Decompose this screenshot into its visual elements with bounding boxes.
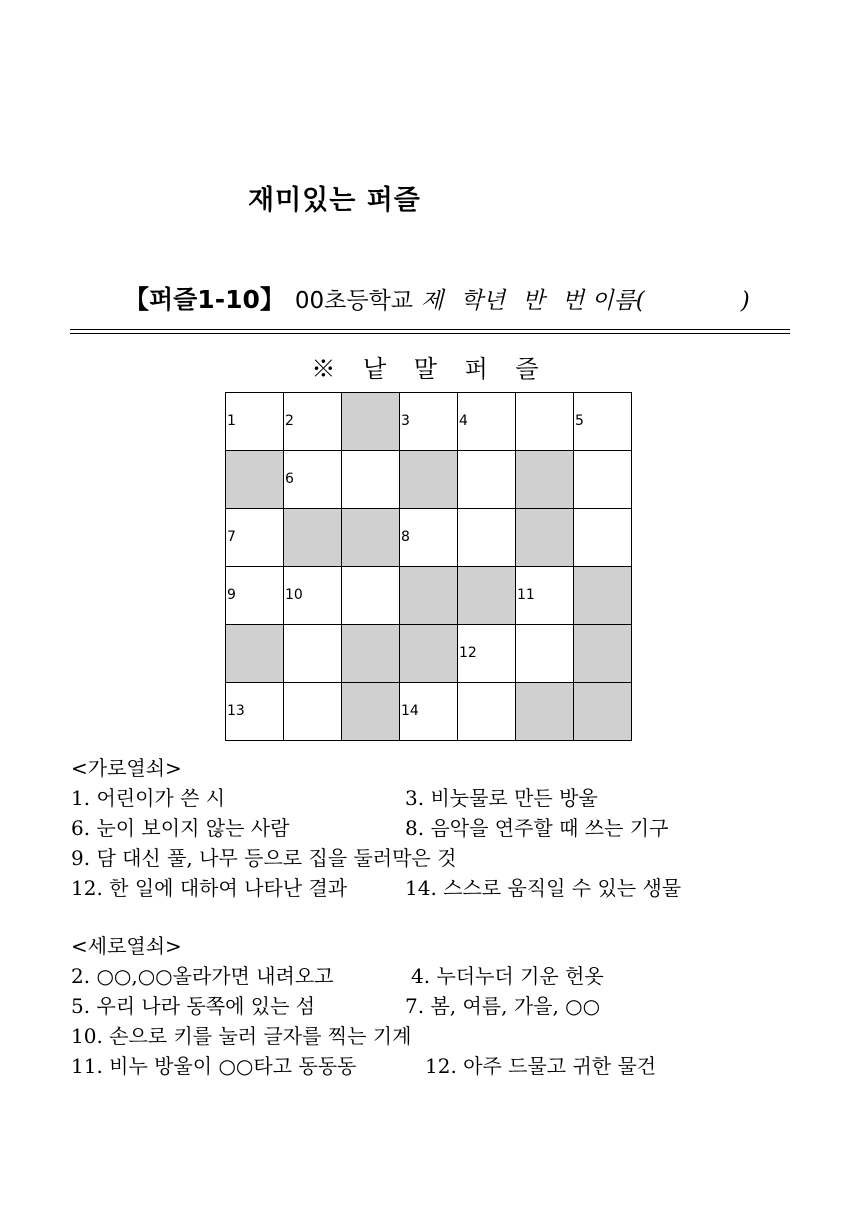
grid-cell[interactable] [400, 509, 458, 567]
grid-cell[interactable] [284, 567, 342, 625]
grid-cell[interactable] [516, 567, 574, 625]
cell-number: 4 [459, 413, 468, 429]
grid-row [226, 625, 632, 683]
grid-cell[interactable] [284, 393, 342, 451]
grid-cell[interactable] [342, 567, 400, 625]
grid-cell[interactable] [458, 393, 516, 451]
cell-number: 14 [401, 703, 419, 719]
across-row [71, 783, 598, 813]
grid-row [226, 393, 632, 451]
down-clue: 5. 우리 나라 동쪽에 있는 섬 [71, 994, 316, 1018]
grid-cell[interactable] [574, 451, 632, 509]
across-row [71, 843, 457, 873]
across-clue: 14. 스스로 움직일 수 있는 생물 [405, 876, 682, 900]
grid-cell-blocked [574, 567, 632, 625]
grid-cell-blocked [516, 683, 574, 741]
grid-cell-blocked [400, 451, 458, 509]
across-clue: 6. 눈이 보이지 않는 사람 [71, 816, 290, 840]
down-clue: 4. 누더누더 기운 헌옷 [411, 964, 604, 988]
cell-number: 1 [227, 413, 236, 429]
down-clue: 2. ○○,○○올라가면 내려오고 [71, 964, 334, 988]
grid-cell[interactable] [226, 567, 284, 625]
grid-cell[interactable] [458, 625, 516, 683]
grid-cell-blocked [342, 509, 400, 567]
double-rule-bottom [70, 333, 790, 334]
grid-cell[interactable] [226, 683, 284, 741]
down-clues [71, 931, 657, 1081]
cell-number: 10 [285, 587, 303, 603]
grid-row [226, 509, 632, 567]
double-rule-top [70, 329, 790, 330]
grid-cell-blocked [226, 625, 284, 683]
down-clue: 7. 봄, 여름, 가을, ○○ [405, 994, 601, 1018]
cell-number: 2 [285, 413, 294, 429]
grid-cell-blocked [574, 683, 632, 741]
across-clue: 1. 어린이가 쓴 시 [71, 786, 226, 810]
down-row [71, 961, 604, 991]
grid-row [226, 683, 632, 741]
down-clue: 12. 아주 드물고 귀한 물건 [425, 1054, 657, 1078]
grid-row [226, 451, 632, 509]
grid-row [226, 567, 632, 625]
down-row [71, 1021, 412, 1051]
down-heading: <세로열쇠> [71, 934, 182, 958]
grid-cell[interactable] [400, 683, 458, 741]
grid-cell[interactable] [226, 393, 284, 451]
cell-number: 7 [227, 529, 236, 545]
across-clue: 8. 음악을 연주할 때 쓰는 기구 [405, 816, 669, 840]
worksheet-header [124, 280, 750, 316]
grid-cell-blocked [516, 509, 574, 567]
grid-cell[interactable] [516, 625, 574, 683]
across-clue: 3. 비눗물로 만든 방울 [405, 786, 598, 810]
puzzle-tag: 【퍼즐1-10】 [124, 285, 285, 314]
school-name: 00초등학교 [294, 288, 414, 314]
cell-number: 8 [401, 529, 410, 545]
across-clue: 9. 담 대신 풀, 나무 등으로 집을 둘러막은 것 [71, 846, 457, 870]
grid-cell[interactable] [458, 451, 516, 509]
name-close: ) [740, 288, 750, 314]
grid-cell-blocked [400, 625, 458, 683]
grid-cell-blocked [574, 625, 632, 683]
across-clues [71, 753, 682, 903]
cell-number: 13 [227, 703, 245, 719]
grid-cell-blocked [342, 393, 400, 451]
grid-cell[interactable] [284, 451, 342, 509]
grid-cell[interactable] [284, 683, 342, 741]
grid-cell-blocked [226, 451, 284, 509]
cell-number: 5 [575, 413, 584, 429]
grid-cell[interactable] [284, 625, 342, 683]
grid-cell-blocked [516, 451, 574, 509]
crossword-grid [225, 392, 632, 741]
grid-cell[interactable] [458, 509, 516, 567]
down-clue: 10. 손으로 키를 눌러 글자를 찍는 기계 [71, 1024, 412, 1048]
name-label: 이름( [591, 288, 645, 314]
cell-number: 9 [227, 587, 236, 603]
down-row [71, 991, 601, 1021]
grid-cell-blocked [400, 567, 458, 625]
grid-cell[interactable] [342, 451, 400, 509]
grid-cell[interactable] [226, 509, 284, 567]
across-row [71, 813, 669, 843]
grid-cell[interactable] [400, 393, 458, 451]
cell-number: 3 [401, 413, 410, 429]
cell-number: 6 [285, 471, 294, 487]
grid-cell[interactable] [516, 393, 574, 451]
grid-cell[interactable] [574, 509, 632, 567]
class-info: 제 학년 반 번 [421, 288, 585, 314]
across-row [71, 873, 682, 903]
grid-cell-blocked [458, 567, 516, 625]
cell-number: 11 [517, 587, 535, 603]
grid-cell[interactable] [574, 393, 632, 451]
grid-cell-blocked [342, 683, 400, 741]
puzzle-subtitle: ※ 낱 말 퍼 즐 [311, 355, 549, 383]
grid-cell-blocked [342, 625, 400, 683]
page-title: 재미있는 퍼즐 [248, 185, 421, 216]
across-heading: <가로열쇠> [71, 756, 182, 780]
cell-number: 12 [459, 645, 477, 661]
down-clue: 11. 비누 방울이 ○○타고 동동동 [71, 1054, 357, 1078]
grid-cell-blocked [284, 509, 342, 567]
across-clue: 12. 한 일에 대하여 나타난 결과 [71, 876, 348, 900]
down-row [71, 1051, 657, 1081]
grid-cell[interactable] [458, 683, 516, 741]
